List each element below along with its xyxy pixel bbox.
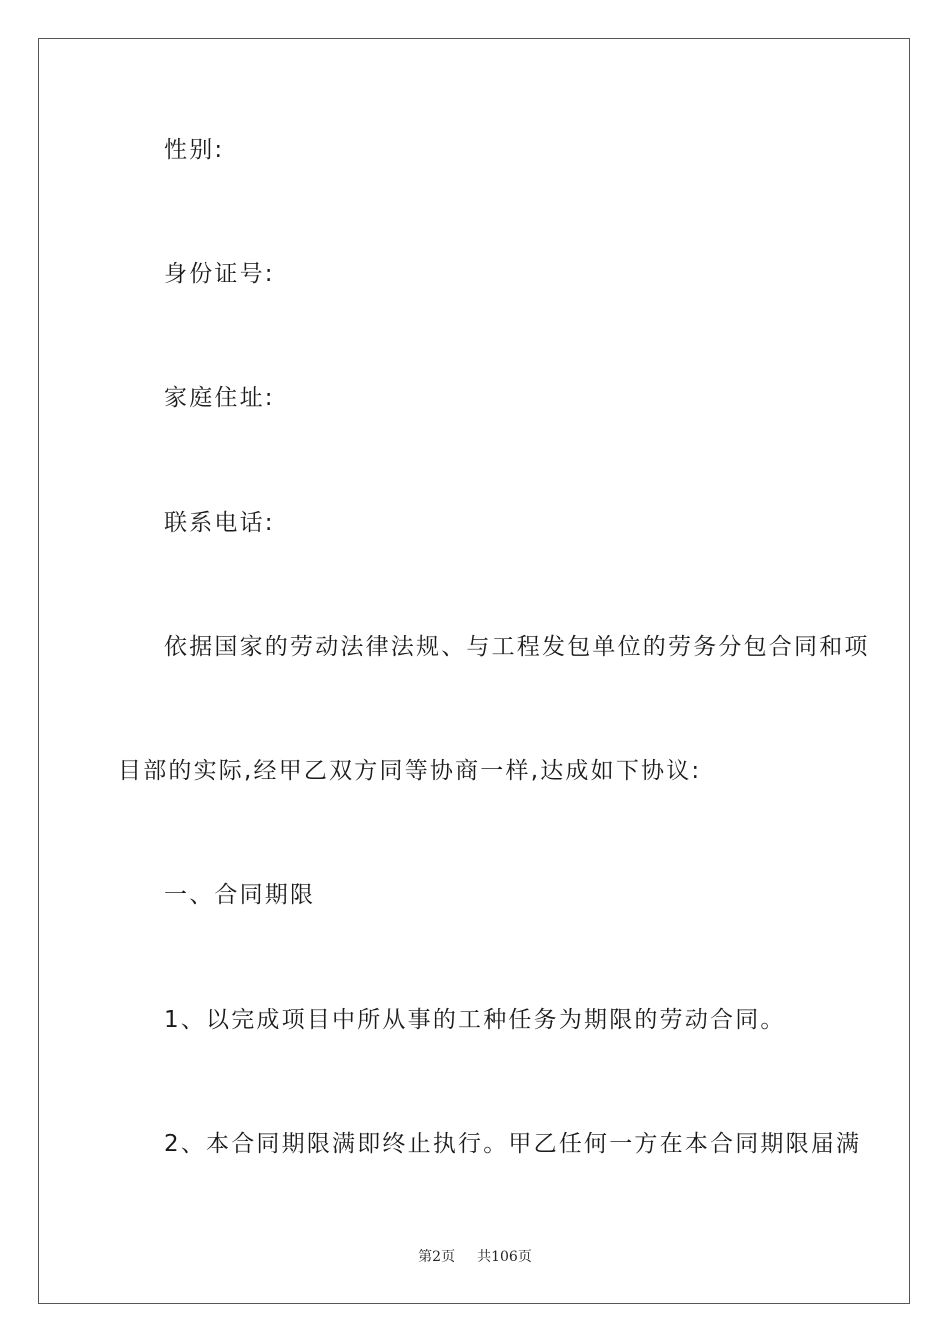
clause-1: 1、以完成项目中所从事的工种任务为期限的劳动合同。	[164, 1007, 786, 1033]
gender-label: 性别:	[164, 137, 225, 163]
home-address-label: 家庭住址:	[164, 385, 275, 411]
phone-label: 联系电话:	[164, 510, 275, 536]
paragraph-intro-line-1: 依据国家的劳动法律法规、与工程发包单位的劳务分包合同和项	[164, 634, 870, 660]
total-pages: 共106页	[477, 1249, 532, 1265]
paragraph-intro-line-2: 目部的实际,经甲乙双方同等协商一样,达成如下协议:	[118, 758, 702, 784]
id-number-label: 身份证号:	[164, 261, 275, 287]
section-heading-contract-term: 一、合同期限	[164, 882, 316, 908]
page-number: 第2页	[418, 1249, 456, 1265]
clause-2: 2、本合同期限满即终止执行。甲乙任何一方在本合同期限届满	[164, 1131, 862, 1157]
page-border	[38, 38, 910, 1304]
page-footer	[0, 1248, 950, 1266]
